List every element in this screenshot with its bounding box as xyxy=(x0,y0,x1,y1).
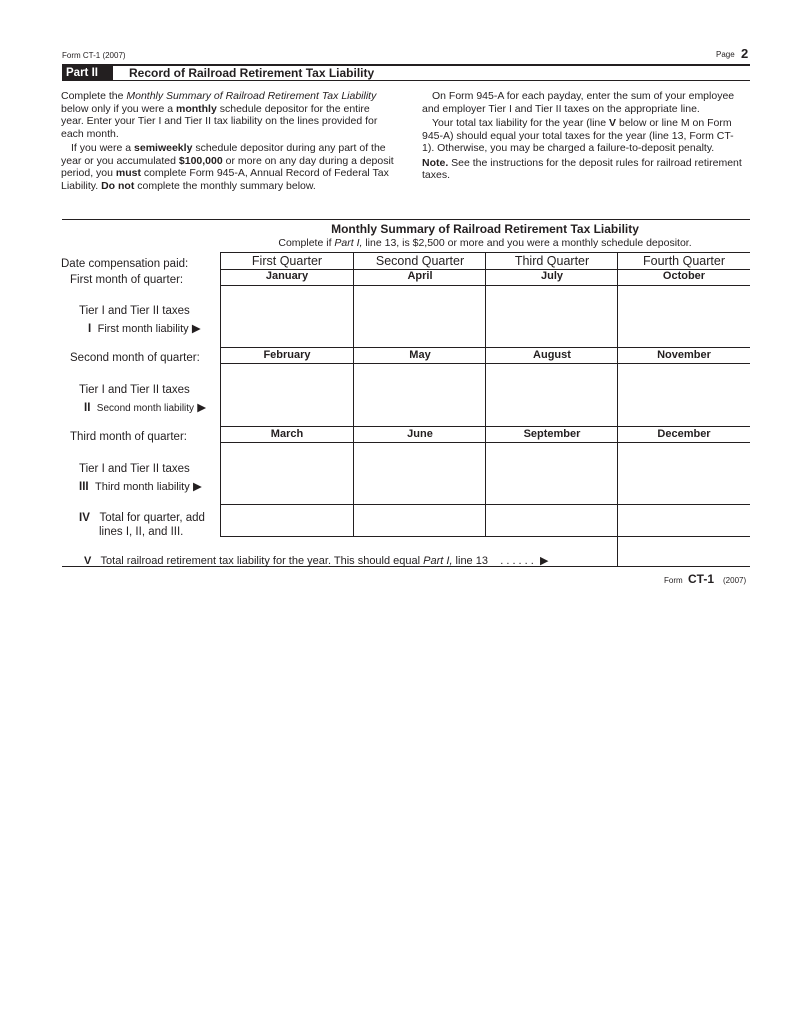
q3-total-field[interactable] xyxy=(486,505,617,536)
arrow-icon: ▶ xyxy=(539,555,549,567)
month-january: January xyxy=(265,270,309,282)
summary-divider xyxy=(62,219,750,220)
oct-liability-field[interactable] xyxy=(618,286,750,347)
instructions-right-p1: On Form 945-A for each payday, enter the sum of your employee and employer Tier I and Tier II taxes on the appropriate line. xyxy=(422,90,735,115)
form-header-label: Form CT-1 (2007) xyxy=(62,51,126,60)
footer-code: CT-1 xyxy=(688,572,715,586)
instructions-left xyxy=(61,90,395,192)
mar-liability-field[interactable] xyxy=(221,443,353,504)
feb-liability-field[interactable] xyxy=(221,364,353,426)
instructions-right xyxy=(422,90,744,182)
may-liability-field[interactable] xyxy=(354,364,485,426)
quarter-3-header: Third Quarter xyxy=(514,254,590,268)
line-iii-label: III Third month liability ▶ xyxy=(79,481,202,493)
apr-liability-field[interactable] xyxy=(354,286,485,347)
footer-year: (2007) xyxy=(723,576,747,585)
month-august: August xyxy=(533,349,571,361)
month-september: September xyxy=(523,428,581,440)
row2-bottom-rule xyxy=(220,426,750,427)
jul-liability-field[interactable] xyxy=(486,286,617,347)
line-i-tier-label: Tier I and Tier II taxes xyxy=(79,305,190,317)
month-july: July xyxy=(540,270,563,282)
q2-total-field[interactable] xyxy=(354,505,485,536)
q1-total-field[interactable] xyxy=(221,505,353,536)
month-april: April xyxy=(407,270,433,282)
line-iv-label: IV Total for quarter, add xyxy=(79,512,205,524)
instructions-left-p2: If you were a semiweekly schedule depositor during any part of the year or you accumulated $100,000 or more on any day during a deposit period, you must complete Form 945-A, Annual Record of Federal Tax Liability. Do not complete the monthly summary below. xyxy=(61,142,394,192)
footer-form: Form xyxy=(664,576,683,585)
jun-liability-field[interactable] xyxy=(354,443,485,504)
line-ii-label: II Second month liability ▶ xyxy=(84,402,207,414)
q4-total-field[interactable] xyxy=(618,505,750,536)
summary-title: Monthly Summary of Railroad Retirement Tax Liability xyxy=(331,222,639,236)
aug-liability-field[interactable] xyxy=(486,364,617,426)
row1-bottom-rule xyxy=(220,347,750,348)
month-october: October xyxy=(662,270,706,282)
arrow-icon: ▶ xyxy=(197,402,207,414)
instructions-right-p2: Your total tax liability for the year (line V below or line M on Form 945-A) should equal your total taxes for the year (line 13, Form CT-1). Otherwise, you may be charged a failure-to-deposit penalty. xyxy=(422,117,734,154)
line-iv-label-2: lines I, II, and III. xyxy=(99,526,184,538)
line-iii-tier-label: Tier I and Tier II taxes xyxy=(79,463,190,475)
third-month-label: Third month of quarter: xyxy=(70,431,187,443)
quarter-2-header: Second Quarter xyxy=(375,254,465,268)
month-march: March xyxy=(270,428,304,440)
part-title: Record of Railroad Retirement Tax Liability xyxy=(129,66,375,80)
dec-liability-field[interactable] xyxy=(618,443,750,504)
quarter-1-header: First Quarter xyxy=(251,254,323,268)
line-ii-tier-label: Tier I and Tier II taxes xyxy=(79,384,190,396)
line-v-label: V Total railroad retirement tax liability for the year. This should equal Part I, line 13 . . . . . . ▶ xyxy=(84,555,549,567)
part-badge: Part II xyxy=(62,66,113,80)
month-may: May xyxy=(409,349,431,361)
line-i-label: I First month liability ▶ xyxy=(88,323,201,335)
page-label: Page xyxy=(716,50,735,59)
sep-liability-field[interactable] xyxy=(486,443,617,504)
arrow-icon: ▶ xyxy=(191,323,201,335)
second-month-label: Second month of quarter: xyxy=(70,352,200,364)
month-december: December xyxy=(657,428,711,440)
instructions-right-note: Note. See the instructions for the deposit rules for railroad retirement taxes. xyxy=(422,156,742,181)
page-number: 2 xyxy=(741,46,749,61)
month-june: June xyxy=(407,428,433,440)
part-bottom-rule xyxy=(62,80,750,81)
summary-subtitle: Complete if Part I, line 13, is $2,500 or more and you were a monthly schedule depositor. xyxy=(278,237,692,249)
jan-liability-field[interactable] xyxy=(221,286,353,347)
first-month-label: First month of quarter: xyxy=(70,274,184,286)
quarter-4-header: Fourth Quarter xyxy=(643,254,725,268)
nov-liability-field[interactable] xyxy=(618,364,750,426)
instructions-left-p1: Complete the Monthly Summary of Railroad Retirement Tax Liability below only if you were a monthly schedule depositor for the entire year. Enter your Tier I and Tier II tax liability on the lines provided for each month. xyxy=(61,90,378,140)
date-compensation-label: Date compensation paid: xyxy=(61,258,189,270)
year-total-field[interactable] xyxy=(618,537,750,566)
month-february: February xyxy=(263,349,311,361)
month-november: November xyxy=(657,349,711,361)
arrow-icon: ▶ xyxy=(192,481,202,493)
